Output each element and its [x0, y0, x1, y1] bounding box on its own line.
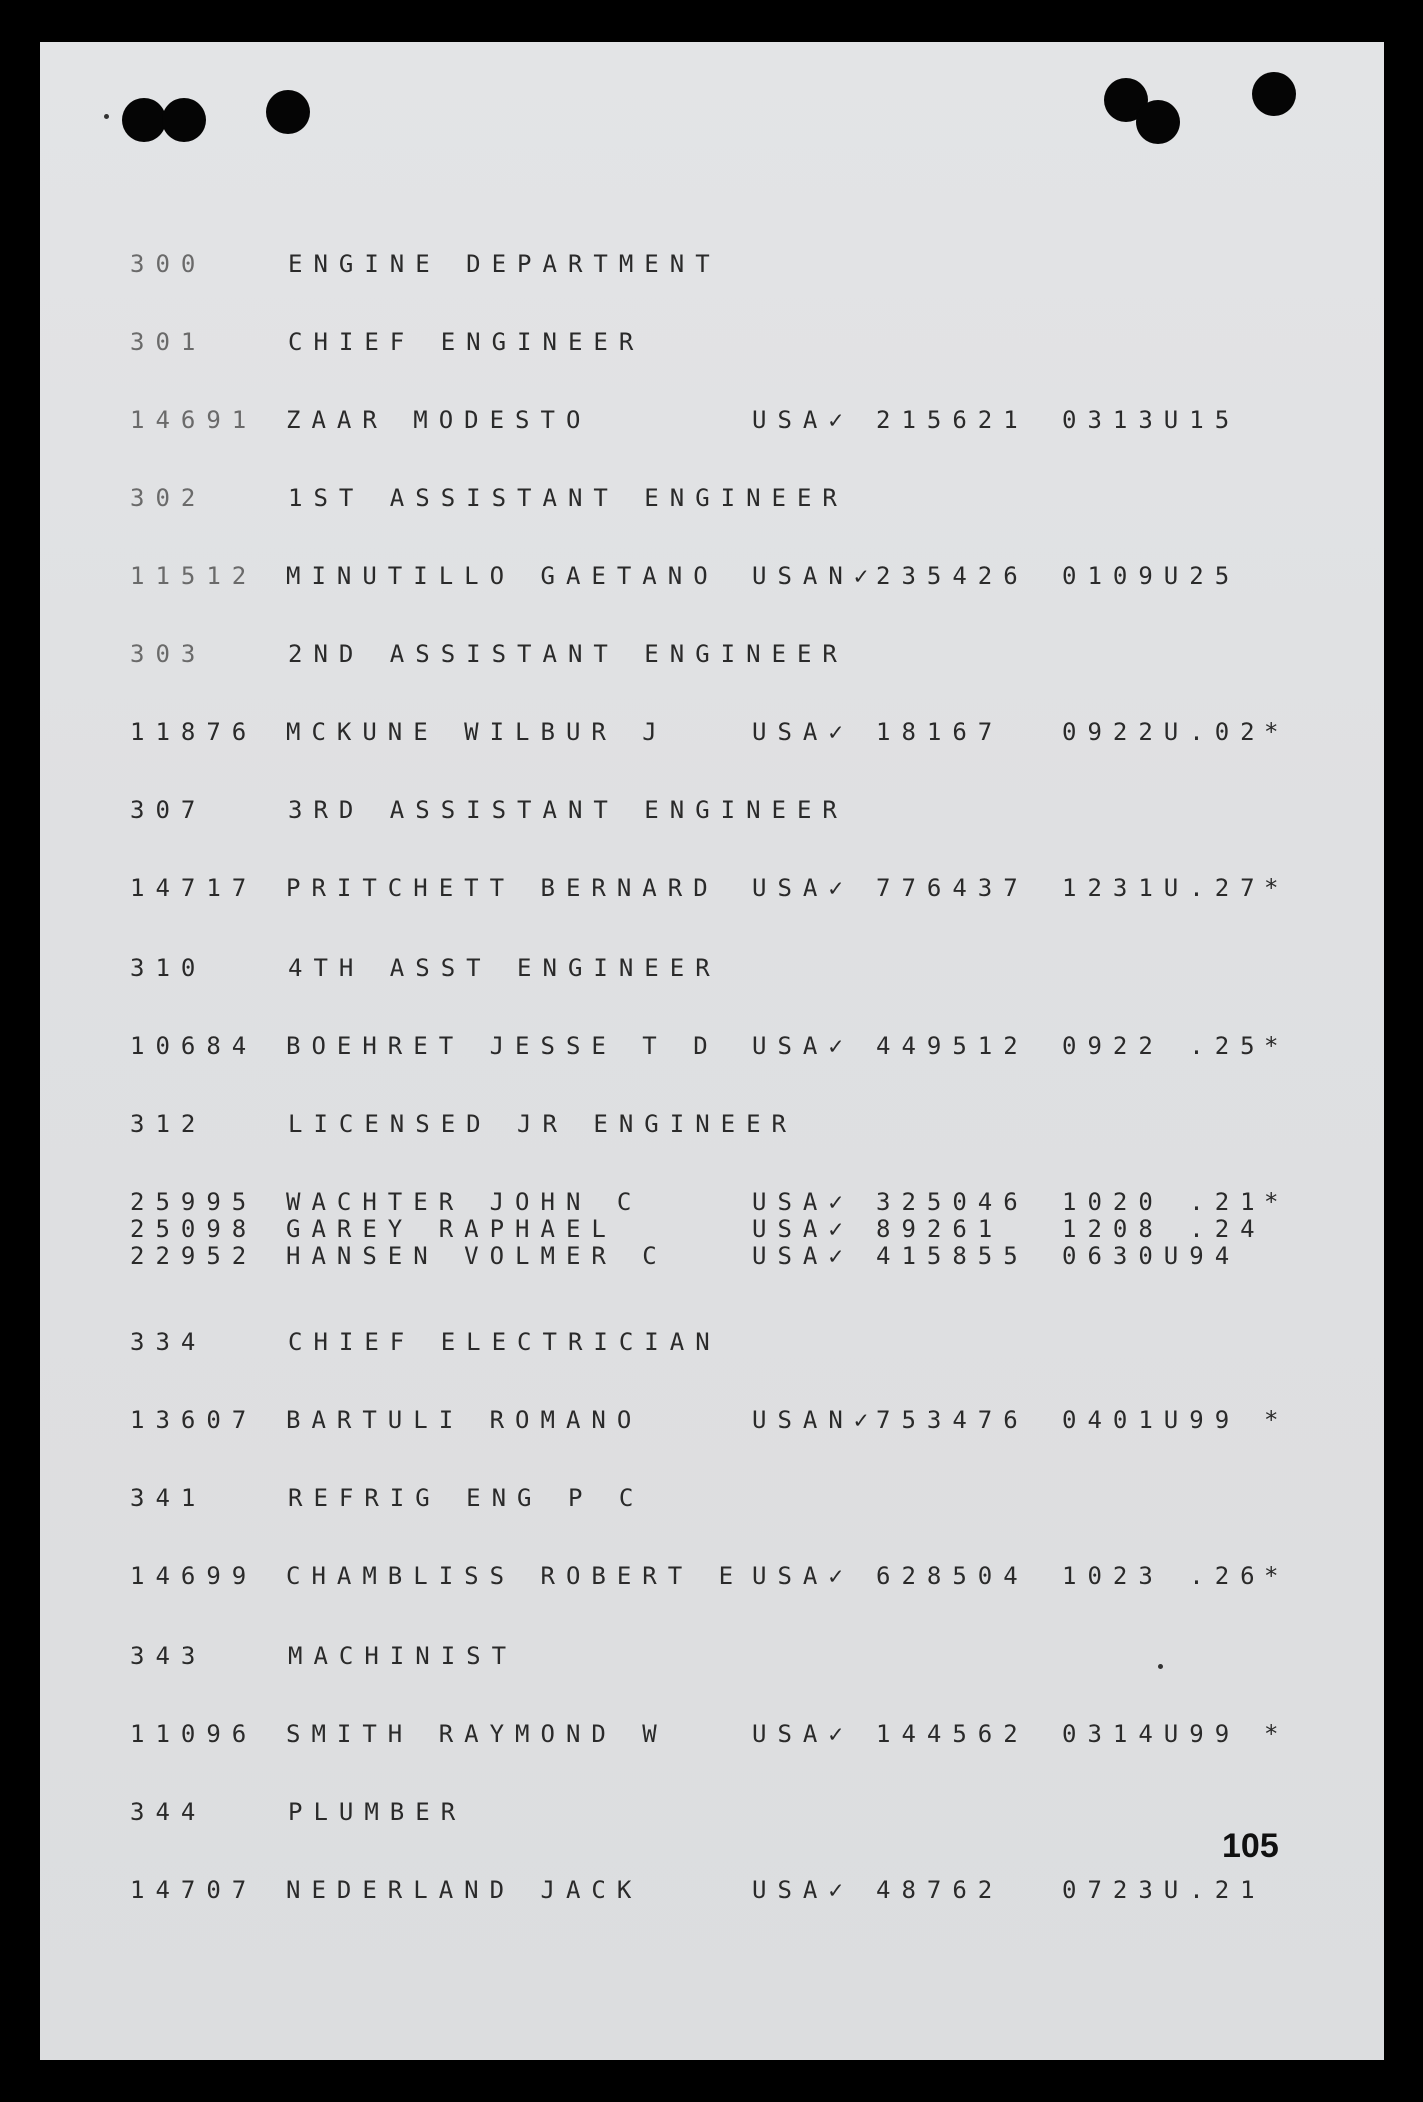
punch-hole	[122, 98, 166, 142]
entry-date: 0922U.02	[1062, 718, 1266, 746]
document-page	[40, 42, 1384, 2060]
section-code: 302	[130, 484, 207, 512]
entry-number: 89261	[876, 1215, 1004, 1243]
punch-hole	[266, 90, 310, 134]
entry-mark: *	[1264, 1720, 1290, 1748]
entry-id: 22952	[130, 1242, 258, 1270]
page-number: 105	[1222, 1827, 1279, 1865]
entry-name: MINUTILLO GAETANO	[286, 562, 719, 590]
entry-id: 25995	[130, 1188, 258, 1216]
entry-name: MCKUNE WILBUR J	[286, 718, 668, 746]
section-title: REFRIG ENG P C	[288, 1484, 645, 1512]
entry-id: 14707	[130, 1876, 258, 1904]
ink-speck	[1158, 1664, 1163, 1669]
section-code: 312	[130, 1110, 207, 1138]
entry-nationality: USA✓	[752, 1562, 854, 1590]
entry-mark: *	[1264, 874, 1290, 902]
entry-nationality: USA✓	[752, 874, 854, 902]
entry-id: 11096	[130, 1720, 258, 1748]
entry-number: 449512	[876, 1032, 1029, 1060]
entry-number: 415855	[876, 1242, 1029, 1270]
ink-speck	[104, 114, 109, 119]
entry-mark: *	[1264, 1032, 1290, 1060]
section-title: 2ND ASSISTANT ENGINEER	[288, 640, 848, 668]
entry-name: BOEHRET JESSE T D	[286, 1032, 719, 1060]
entry-name: HANSEN VOLMER C	[286, 1242, 668, 1270]
entry-number: 776437	[876, 874, 1029, 902]
section-title: 1ST ASSISTANT ENGINEER	[288, 484, 848, 512]
entry-nationality: USAN✓	[752, 562, 880, 590]
entry-id: 10684	[130, 1032, 258, 1060]
entry-id: 14699	[130, 1562, 258, 1590]
section-title: CHIEF ELECTRICIAN	[288, 1328, 721, 1356]
entry-id: 11876	[130, 718, 258, 746]
section-code: 343	[130, 1642, 207, 1670]
entry-number: 628504	[876, 1562, 1029, 1590]
entry-id: 13607	[130, 1406, 258, 1434]
section-title: MACHINIST	[288, 1642, 518, 1670]
entry-number: 753476	[876, 1406, 1029, 1434]
section-code: 301	[130, 328, 207, 356]
entry-date: 1023 .26	[1062, 1562, 1266, 1590]
entry-name: PRITCHETT BERNARD	[286, 874, 719, 902]
entry-name: ZAAR MODESTO	[286, 406, 592, 434]
entry-nationality: USA✓	[752, 406, 854, 434]
punch-hole	[1136, 100, 1180, 144]
entry-name: SMITH RAYMOND W	[286, 1720, 668, 1748]
entry-number: 144562	[876, 1720, 1029, 1748]
entry-date: 1231U.27	[1062, 874, 1266, 902]
entry-id: 25098	[130, 1215, 258, 1243]
entry-nationality: USA✓	[752, 1032, 854, 1060]
entry-date: 0314U99	[1062, 1720, 1241, 1748]
entry-name: CHAMBLISS ROBERT E	[286, 1562, 745, 1590]
entry-date: 1208 .24	[1062, 1215, 1266, 1243]
section-code: 310	[130, 954, 207, 982]
section-code: 344	[130, 1798, 207, 1826]
entry-mark: *	[1264, 1562, 1290, 1590]
entry-nationality: USA✓	[752, 1242, 854, 1270]
entry-mark: *	[1264, 1188, 1290, 1216]
entry-name: WACHTER JOHN C	[286, 1188, 643, 1216]
entry-nationality: USA✓	[752, 1720, 854, 1748]
section-code: 307	[130, 796, 207, 824]
punch-hole	[1252, 72, 1296, 116]
entry-name: BARTULI ROMANO	[286, 1406, 643, 1434]
entry-name: NEDERLAND JACK	[286, 1876, 643, 1904]
section-title: CHIEF ENGINEER	[288, 328, 645, 356]
entry-date: 0630U94	[1062, 1242, 1241, 1270]
entry-mark: *	[1264, 718, 1290, 746]
department-title: ENGINE DEPARTMENT	[288, 250, 721, 278]
department-code: 300	[130, 250, 207, 278]
entry-nationality: USAN✓	[752, 1406, 880, 1434]
entry-number: 48762	[876, 1876, 1004, 1904]
section-title: PLUMBER	[288, 1798, 467, 1826]
entry-number: 215621	[876, 406, 1029, 434]
section-code: 341	[130, 1484, 207, 1512]
section-code: 303	[130, 640, 207, 668]
entry-nationality: USA✓	[752, 1188, 854, 1216]
section-title: LICENSED JR ENGINEER	[288, 1110, 797, 1138]
entry-number: 18167	[876, 718, 1004, 746]
entry-name: GAREY RAPHAEL	[286, 1215, 617, 1243]
entry-date: 0109U25	[1062, 562, 1241, 590]
entry-date: 0401U99	[1062, 1406, 1241, 1434]
section-code: 334	[130, 1328, 207, 1356]
entry-mark: *	[1264, 1406, 1290, 1434]
entry-date: 0723U.21	[1062, 1876, 1266, 1904]
entry-id: 14717	[130, 874, 258, 902]
entry-id: 11512	[130, 562, 258, 590]
entry-number: 235426	[876, 562, 1029, 590]
entry-date: 0922 .25	[1062, 1032, 1266, 1060]
entry-nationality: USA✓	[752, 718, 854, 746]
entry-date: 0313U15	[1062, 406, 1241, 434]
punch-hole	[162, 98, 206, 142]
section-title: 3RD ASSISTANT ENGINEER	[288, 796, 848, 824]
section-title: 4TH ASST ENGINEER	[288, 954, 721, 982]
entry-nationality: USA✓	[752, 1215, 854, 1243]
entry-date: 1020 .21	[1062, 1188, 1266, 1216]
entry-id: 14691	[130, 406, 258, 434]
entry-number: 325046	[876, 1188, 1029, 1216]
entry-nationality: USA✓	[752, 1876, 854, 1904]
